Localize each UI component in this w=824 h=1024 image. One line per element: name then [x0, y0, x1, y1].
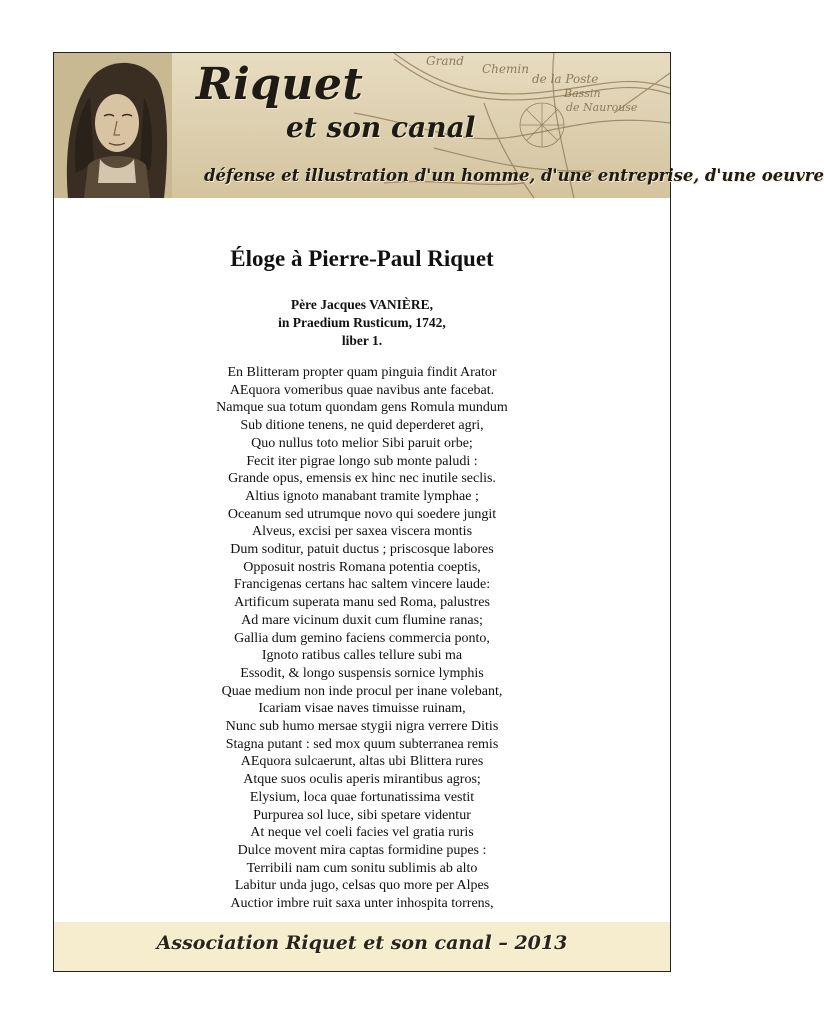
poem-line: Oceanum sed utrumque novo qui soedere jungit: [227, 506, 497, 522]
poem-line: Dum soditur, patuit ductus ; priscosque labores: [230, 542, 494, 558]
poem-line: Terribili nam cum sonitu sublimis ab alto: [246, 860, 478, 876]
poem-line: Francigenas certans hac saltem vincere laude:: [233, 577, 491, 593]
poem-text: [54, 364, 670, 913]
site-title-sub: et son canal: [286, 111, 476, 144]
poem-line: Icariam visae naves timuisse ruinam,: [258, 701, 466, 717]
riquet-portrait-image: [54, 53, 172, 198]
poem-line: AEquora sulcaerunt, altas ubi Blittera rures: [240, 754, 484, 770]
author-line: Père Jacques VANIÈRE,: [290, 297, 434, 312]
site-title-main: Riquet: [196, 59, 364, 110]
source-line: in Praedium Rusticum, 1742,: [278, 315, 446, 330]
map-label: de Naurouse: [566, 101, 638, 114]
poem-line: Auctior imbre ruit saxa unter inhospita torrens,: [230, 896, 494, 912]
poem-line: Labitur unda jugo, celsas quo more per Alpes: [234, 878, 490, 894]
poem-line: Stagna putant : sed mox quum subterranea remis: [225, 736, 499, 752]
site-tagline: défense et illustration d'un homme, d'une entreprise, d'une oeuvre: [204, 166, 824, 185]
footer-band: [54, 922, 670, 971]
poem-line: En Blitteram propter quam pinguia findit Arator: [227, 365, 497, 380]
poem-line: Grande opus, emensis ex hinc nec inutile seclis.: [228, 471, 496, 487]
poem-line: Opposuit nostris Romana potentia coeptis,: [243, 559, 481, 575]
poem-line: AEquora vomeribus quae navibus ante facebat.: [229, 382, 495, 398]
poem-line: Altius ignoto manabant tramite lymphae ;: [245, 488, 479, 504]
book-line: liber 1.: [341, 333, 383, 348]
header-banner: [54, 53, 824, 198]
poem-line: Artificum superata manu sed Roma, palustres: [234, 595, 490, 611]
poem-line: Namque sua totum quondam gens Romula mundum: [216, 400, 508, 416]
poem-line: Ad mare vicinum duxit cum flumine ranas;: [241, 612, 483, 628]
document-title: Éloge à Pierre-Paul Riquet: [230, 246, 494, 271]
poem-line: Fecit iter pigrae longo sub monte paludi :: [246, 453, 478, 469]
footer-association-text: Association Riquet et son canal – 2013: [156, 932, 568, 954]
map-label: Chemin: [482, 62, 529, 76]
poem-line: Nunc sub humo mersae stygii nigra verrere Ditis: [225, 719, 499, 735]
poem-line: Atque suos oculis aperis mirantibus agros;: [243, 772, 481, 788]
map-label: de la Poste: [532, 72, 599, 86]
poem-line: Elysium, loca quae fortunatissima vestit: [249, 789, 475, 805]
poem-line: Sub ditione tenens, ne quid deperderet agri,: [240, 418, 484, 434]
map-label: Bassin: [564, 87, 601, 100]
page-frame: [53, 52, 824, 972]
poem-line: At neque vel coeli facies vel gratia ruris: [250, 825, 474, 841]
map-label: Grand: [426, 54, 464, 68]
poem-line: Quae medium non inde procul per inane volebant,: [221, 683, 503, 699]
poem-line: Dulce movent mira captas formidine pupes :: [237, 842, 487, 858]
poem-line: Alveus, excisi per saxea viscera montis: [251, 524, 473, 540]
author-block: [54, 296, 670, 350]
poem-line: Purpurea sol luce, sibi spetare videntur: [253, 807, 471, 823]
poem-line: Essodit, & longo suspensis sornice lymphis: [240, 665, 484, 681]
poem-line: Ignoto ratibus calles tellure subi ma: [261, 648, 463, 664]
poem-line: Gallia dum gemino faciens commercia ponto,: [234, 630, 490, 646]
poem-line: Quo nullus toto melior Sibi paruit orbe;: [251, 435, 473, 451]
